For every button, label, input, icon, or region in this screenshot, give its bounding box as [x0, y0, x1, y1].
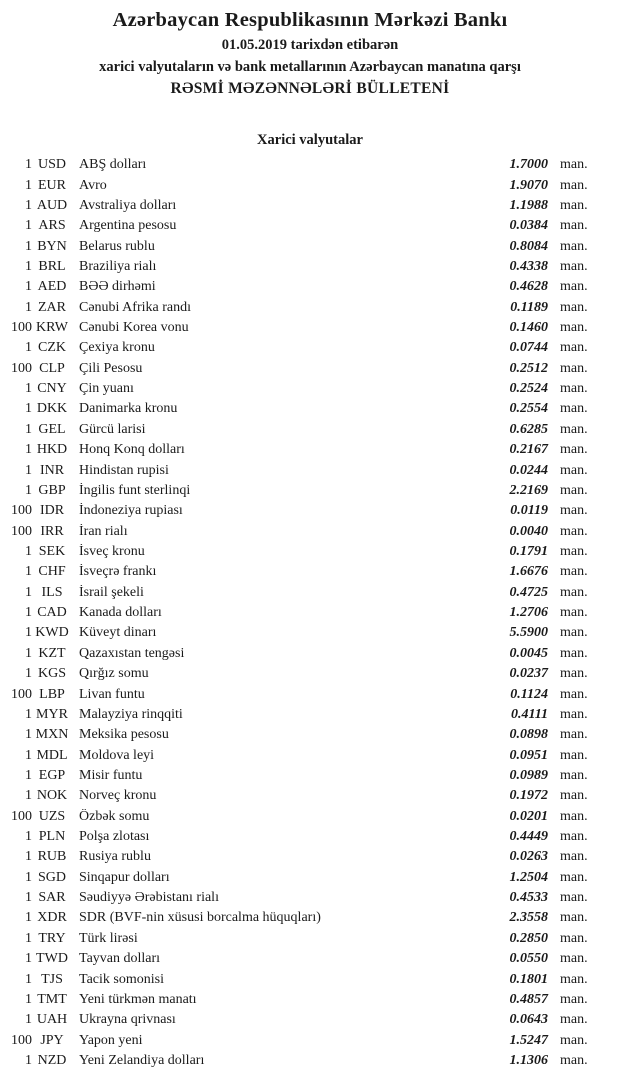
currency-name: Livan funtu	[79, 686, 145, 702]
currency-unit-label: man.	[560, 788, 588, 804]
currency-quantity: 1	[25, 991, 32, 1007]
currency-quantity: 1	[25, 625, 32, 641]
currency-rate: 2.3558	[509, 910, 548, 926]
currency-rate: 0.0550	[509, 951, 548, 967]
currency-row	[0, 868, 620, 888]
currency-quantity: 1	[25, 829, 32, 845]
currency-quantity: 1	[25, 930, 32, 946]
currency-name: Yapon yeni	[79, 1032, 143, 1048]
currency-code: HKD	[36, 442, 68, 458]
currency-rate: 0.4533	[509, 890, 548, 906]
currency-row	[0, 969, 620, 989]
currency-code: SGD	[37, 869, 66, 885]
currency-row	[0, 623, 620, 643]
currency-quantity: 1	[25, 849, 32, 865]
currency-quantity: 1	[25, 971, 32, 987]
currency-rate: 1.7000	[509, 157, 548, 173]
currency-name: Tayvan dolları	[79, 951, 161, 967]
currency-quantity: 1	[25, 401, 32, 417]
currency-code: SEK	[38, 544, 66, 559]
currency-code: KZT	[38, 645, 66, 661]
currency-rate: 0.4857	[509, 991, 548, 1007]
currency-name: Yeni türkmən manatı	[79, 991, 197, 1007]
currency-code: TMT	[37, 991, 67, 1007]
currency-code: UAH	[36, 1012, 68, 1028]
currency-quantity: 1	[25, 564, 32, 580]
currency-code: SAR	[38, 890, 66, 906]
currency-rate: 0.4111	[511, 706, 548, 722]
currency-row	[0, 786, 620, 806]
currency-rate: 0.1801	[509, 971, 548, 987]
currency-name: BƏƏ dirhəmi	[79, 279, 156, 295]
currency-row	[0, 359, 620, 379]
currency-unit-label: man.	[560, 340, 588, 356]
currency-code: LBP	[39, 686, 65, 702]
currency-name: SDR (BVF-nin xüsusi borcalma hüquqları)	[79, 910, 321, 926]
currency-code: MYR	[36, 706, 68, 722]
currency-name: İsveçrə frankı	[79, 564, 157, 580]
currency-name: Honq Konq dolları	[79, 442, 185, 458]
currency-name: Polşa zlotası	[79, 829, 150, 845]
currency-row	[0, 257, 620, 277]
currency-name: Türk lirəsi	[79, 930, 138, 946]
currency-row	[0, 399, 620, 419]
currency-name: Malayziya rinqqiti	[79, 706, 183, 722]
currency-rate: 0.0201	[509, 808, 548, 824]
currency-code: XDR	[37, 910, 67, 926]
currency-row	[0, 583, 620, 603]
bulletin-subtitle: xarici valyutaların və bank metallarının Azərbaycan manatına qarşı	[99, 59, 521, 75]
currency-quantity: 1	[25, 890, 32, 906]
currency-code: CLP	[39, 360, 65, 376]
currency-rate: 1.2504	[509, 869, 548, 885]
bulletin-title: RƏSMİ MƏZƏNNƏLƏRİ BÜLLETENİ	[170, 80, 450, 97]
currency-rate: 0.0263	[509, 849, 548, 865]
currency-quantity: 1	[25, 177, 32, 193]
currency-unit-label: man.	[560, 727, 588, 743]
currency-rate: 5.5900	[509, 625, 548, 641]
currency-quantity: 1	[25, 421, 32, 437]
currency-name: İran rialı	[79, 523, 128, 539]
currency-quantity: 1	[25, 238, 32, 254]
currency-unit-label: man.	[560, 360, 588, 376]
currency-row	[0, 847, 620, 867]
currency-row	[0, 521, 620, 541]
currency-code: KGS	[37, 666, 66, 682]
currency-quantity: 1	[25, 605, 32, 621]
currency-row	[0, 175, 620, 195]
currency-rate: 0.4628	[509, 279, 548, 295]
currency-name: Hindistan rupisi	[79, 462, 169, 478]
currency-unit-label: man.	[560, 157, 588, 173]
currency-quantity: 1	[25, 727, 32, 743]
currency-name: Özbək somu	[79, 808, 150, 824]
currency-rate: 0.2554	[509, 401, 548, 417]
currency-row	[0, 298, 620, 318]
currency-name: Səudiyyə Ərəbistanı rialı	[79, 890, 219, 906]
currency-quantity: 1	[25, 157, 32, 173]
currency-code: GBP	[38, 482, 66, 498]
currency-code: INR	[39, 462, 65, 478]
currency-code: EUR	[38, 177, 66, 193]
currency-code: JPY	[40, 1032, 64, 1048]
currency-name: Çexiya kronu	[79, 340, 155, 356]
currency-unit-label: man.	[560, 930, 588, 946]
currency-row	[0, 664, 620, 684]
currency-code: BYN	[37, 238, 67, 254]
currency-unit-label: man.	[560, 849, 588, 865]
currency-quantity: 1	[25, 544, 32, 559]
currency-row	[0, 318, 620, 338]
currency-unit-label: man.	[560, 645, 588, 661]
currency-unit-label: man.	[560, 1032, 588, 1048]
currency-row	[0, 603, 620, 623]
currency-row	[0, 440, 620, 460]
currency-code: CHF	[38, 564, 66, 580]
currency-name: Qırğız somu	[79, 666, 149, 682]
currency-rate: 0.0040	[509, 523, 548, 539]
section-title-foreign-currencies: Xarici valyutalar	[257, 132, 363, 148]
currency-rate: 0.4725	[509, 584, 548, 600]
currency-code: BRL	[38, 258, 66, 274]
currency-code: ILS	[41, 584, 63, 600]
currency-row	[0, 155, 620, 175]
currency-rate: 0.1460	[509, 320, 548, 336]
currency-quantity: 1	[25, 340, 32, 356]
currency-row	[0, 644, 620, 664]
currency-unit-label: man.	[560, 1052, 588, 1068]
currency-code: EGP	[38, 767, 66, 783]
currency-code: TRY	[38, 930, 66, 946]
currency-quantity: 100	[11, 360, 32, 376]
currency-rate: 1.1306	[509, 1052, 548, 1068]
currency-row	[0, 929, 620, 949]
currency-quantity: 1	[25, 1052, 32, 1068]
currency-name: Cənubi Korea vonu	[79, 320, 189, 336]
currency-unit-label: man.	[560, 829, 588, 845]
currency-row	[0, 684, 620, 704]
currency-row	[0, 705, 620, 725]
currency-unit-label: man.	[560, 381, 588, 397]
currency-row	[0, 766, 620, 786]
currency-unit-label: man.	[560, 706, 588, 722]
currency-name: Ukrayna qrivnası	[79, 1012, 176, 1028]
currency-quantity: 100	[11, 1032, 32, 1048]
currency-unit-label: man.	[560, 462, 588, 478]
currency-rate: 1.5247	[509, 1032, 548, 1048]
currency-quantity: 1	[25, 747, 32, 763]
currency-name: Qazaxıstan tengəsi	[79, 645, 185, 661]
currency-table	[0, 155, 620, 1071]
currency-row	[0, 725, 620, 745]
currency-quantity: 1	[25, 279, 32, 295]
currency-unit-label: man.	[560, 218, 588, 234]
currency-unit-label: man.	[560, 238, 588, 254]
currency-unit-label: man.	[560, 320, 588, 336]
currency-unit-label: man.	[560, 869, 588, 885]
currency-unit-label: man.	[560, 605, 588, 621]
currency-rate: 0.2167	[509, 442, 548, 458]
currency-rate: 0.1791	[509, 544, 548, 559]
currency-name: Çin yuanı	[79, 381, 134, 397]
currency-rate: 0.0989	[509, 767, 548, 783]
currency-rate: 0.1972	[509, 788, 548, 804]
currency-name: Danimarka kronu	[79, 401, 178, 417]
currency-row	[0, 745, 620, 765]
currency-rate: 0.2512	[509, 360, 548, 376]
currency-rate: 0.0744	[509, 340, 548, 356]
currency-name: İngilis funt sterlinqi	[79, 482, 191, 498]
currency-rate: 0.4449	[509, 829, 548, 845]
currency-quantity: 100	[11, 320, 32, 336]
currency-code: DKK	[36, 401, 68, 417]
currency-quantity: 1	[25, 788, 32, 804]
currency-code: MDL	[36, 747, 68, 763]
currency-row	[0, 501, 620, 521]
currency-rate: 0.0951	[509, 747, 548, 763]
currency-code: NZD	[37, 1052, 67, 1068]
currency-quantity: 1	[25, 442, 32, 458]
currency-unit-label: man.	[560, 544, 588, 559]
currency-unit-label: man.	[560, 808, 588, 824]
currency-code: UZS	[38, 808, 66, 824]
currency-unit-label: man.	[560, 584, 588, 600]
currency-quantity: 1	[25, 706, 32, 722]
currency-code: CAD	[37, 605, 67, 621]
currency-code: ZAR	[38, 299, 66, 315]
currency-rate: 0.6285	[509, 421, 548, 437]
currency-rate: 0.0045	[509, 645, 548, 661]
currency-quantity: 1	[25, 1012, 32, 1028]
currency-quantity: 1	[25, 951, 32, 967]
currency-code: MXN	[35, 727, 69, 743]
currency-row	[0, 236, 620, 256]
currency-unit-label: man.	[560, 971, 588, 987]
currency-name: Moldova leyi	[79, 747, 155, 763]
currency-row	[0, 1030, 620, 1050]
currency-row	[0, 1010, 620, 1030]
currency-row	[0, 196, 620, 216]
currency-unit-label: man.	[560, 482, 588, 498]
currency-rate: 0.0119	[510, 503, 548, 519]
currency-unit-label: man.	[560, 299, 588, 315]
currency-rate: 0.8084	[509, 238, 548, 254]
currency-name: Sinqapur dolları	[79, 869, 170, 885]
currency-rate: 0.0643	[509, 1012, 548, 1028]
currency-code: PLN	[38, 829, 66, 845]
currency-code: KRW	[36, 320, 68, 336]
currency-code: TWD	[36, 951, 68, 967]
currency-rate: 0.4338	[509, 258, 548, 274]
currency-rate: 1.1988	[509, 197, 548, 213]
bulletin-header	[0, 0, 620, 100]
currency-name: Yeni Zelandiya dolları	[79, 1052, 205, 1068]
currency-row	[0, 460, 620, 480]
currency-name: ABŞ dolları	[79, 157, 147, 173]
currency-row	[0, 338, 620, 358]
currency-unit-label: man.	[560, 442, 588, 458]
currency-rate: 0.0898	[509, 727, 548, 743]
currency-name: Avro	[79, 177, 107, 193]
currency-name: Kanada dolları	[79, 605, 162, 621]
currency-row	[0, 216, 620, 236]
currency-unit-label: man.	[560, 1012, 588, 1028]
currency-unit-label: man.	[560, 625, 588, 641]
currency-unit-label: man.	[560, 951, 588, 967]
currency-code: IRR	[40, 523, 64, 539]
currency-unit-label: man.	[560, 503, 588, 519]
currency-quantity: 100	[11, 808, 32, 824]
currency-unit-label: man.	[560, 747, 588, 763]
currency-unit-label: man.	[560, 910, 588, 926]
currency-quantity: 1	[25, 197, 32, 213]
currency-unit-label: man.	[560, 177, 588, 193]
currency-name: Meksika pesosu	[79, 727, 169, 743]
currency-row	[0, 888, 620, 908]
currency-row	[0, 908, 620, 928]
currency-unit-label: man.	[560, 890, 588, 906]
currency-rate: 0.0384	[509, 218, 548, 234]
currency-rate: 1.2706	[509, 605, 548, 621]
currency-name: İndoneziya rupiası	[79, 503, 183, 519]
currency-code: AUD	[36, 197, 68, 213]
currency-rate: 0.2850	[509, 930, 548, 946]
bank-name-title: Azərbaycan Respublikasının Mərkəzi Bankı	[112, 9, 508, 31]
effective-date-line: 01.05.2019 tarixdən etibarən	[221, 37, 399, 53]
currency-unit-label: man.	[560, 523, 588, 539]
currency-unit-label: man.	[560, 258, 588, 274]
currency-rate: 2.2169	[509, 482, 548, 498]
currency-name: Norveç kronu	[79, 788, 157, 804]
currency-row	[0, 990, 620, 1010]
currency-code: CZK	[38, 340, 66, 356]
currency-rate: 1.6676	[509, 564, 548, 580]
currency-name: Cənubi Afrika randı	[79, 299, 191, 315]
currency-name: Avstraliya dolları	[79, 197, 177, 213]
currency-row	[0, 277, 620, 297]
currency-unit-label: man.	[560, 767, 588, 783]
currency-quantity: 1	[25, 869, 32, 885]
currency-code: AED	[37, 279, 67, 295]
currency-name: Çili Pesosu	[79, 360, 143, 376]
currency-unit-label: man.	[560, 686, 588, 702]
currency-rate: 0.1189	[510, 299, 548, 315]
currency-code: NOK	[36, 788, 68, 804]
currency-name: Tacik somonisi	[79, 971, 164, 987]
currency-rate: 0.1124	[510, 686, 548, 702]
currency-unit-label: man.	[560, 564, 588, 580]
currency-name: İsveç kronu	[79, 544, 145, 559]
currency-quantity: 1	[25, 666, 32, 682]
currency-quantity: 1	[25, 258, 32, 274]
currency-row	[0, 481, 620, 501]
currency-unit-label: man.	[560, 421, 588, 437]
currency-name: Rusiya rublu	[79, 849, 151, 865]
currency-row	[0, 562, 620, 582]
currency-quantity: 1	[25, 462, 32, 478]
currency-row	[0, 827, 620, 847]
currency-code: TJS	[41, 971, 63, 987]
currency-quantity: 1	[25, 299, 32, 315]
currency-rate: 1.9070	[509, 177, 548, 193]
currency-quantity: 1	[25, 218, 32, 234]
currency-unit-label: man.	[560, 279, 588, 295]
currency-row	[0, 379, 620, 399]
currency-unit-label: man.	[560, 197, 588, 213]
currency-row	[0, 949, 620, 969]
currency-quantity: 1	[25, 910, 32, 926]
currency-code: IDR	[39, 503, 65, 519]
currency-code: CNY	[37, 381, 67, 397]
currency-rate: 0.2524	[509, 381, 548, 397]
currency-name: İsrail şekeli	[79, 584, 144, 600]
currency-code: GEL	[38, 421, 66, 437]
currency-code: ARS	[38, 218, 66, 234]
currency-quantity: 1	[25, 645, 32, 661]
currency-unit-label: man.	[560, 666, 588, 682]
currency-rate: 0.0237	[509, 666, 548, 682]
currency-quantity: 100	[11, 686, 32, 702]
currency-code: USD	[37, 157, 66, 173]
currency-quantity: 1	[25, 767, 32, 783]
currency-row	[0, 1051, 620, 1071]
currency-row	[0, 542, 620, 562]
currency-quantity: 1	[25, 381, 32, 397]
currency-rate: 0.0244	[509, 462, 548, 478]
currency-name: Küveyt dinarı	[79, 625, 157, 641]
currency-code: RUB	[37, 849, 67, 865]
currency-code: KWD	[35, 625, 69, 641]
currency-name: Gürcü larisi	[79, 421, 146, 437]
currency-row	[0, 807, 620, 827]
currency-name: Braziliya rialı	[79, 258, 157, 274]
currency-unit-label: man.	[560, 401, 588, 417]
currency-quantity: 1	[25, 482, 32, 498]
currency-name: Misir funtu	[79, 767, 143, 783]
currency-unit-label: man.	[560, 991, 588, 1007]
currency-row	[0, 420, 620, 440]
currency-quantity: 100	[11, 523, 32, 539]
currency-quantity: 1	[25, 584, 32, 600]
currency-name: Argentina pesosu	[79, 218, 177, 234]
currency-quantity: 100	[11, 503, 32, 519]
currency-name: Belarus rublu	[79, 238, 155, 254]
